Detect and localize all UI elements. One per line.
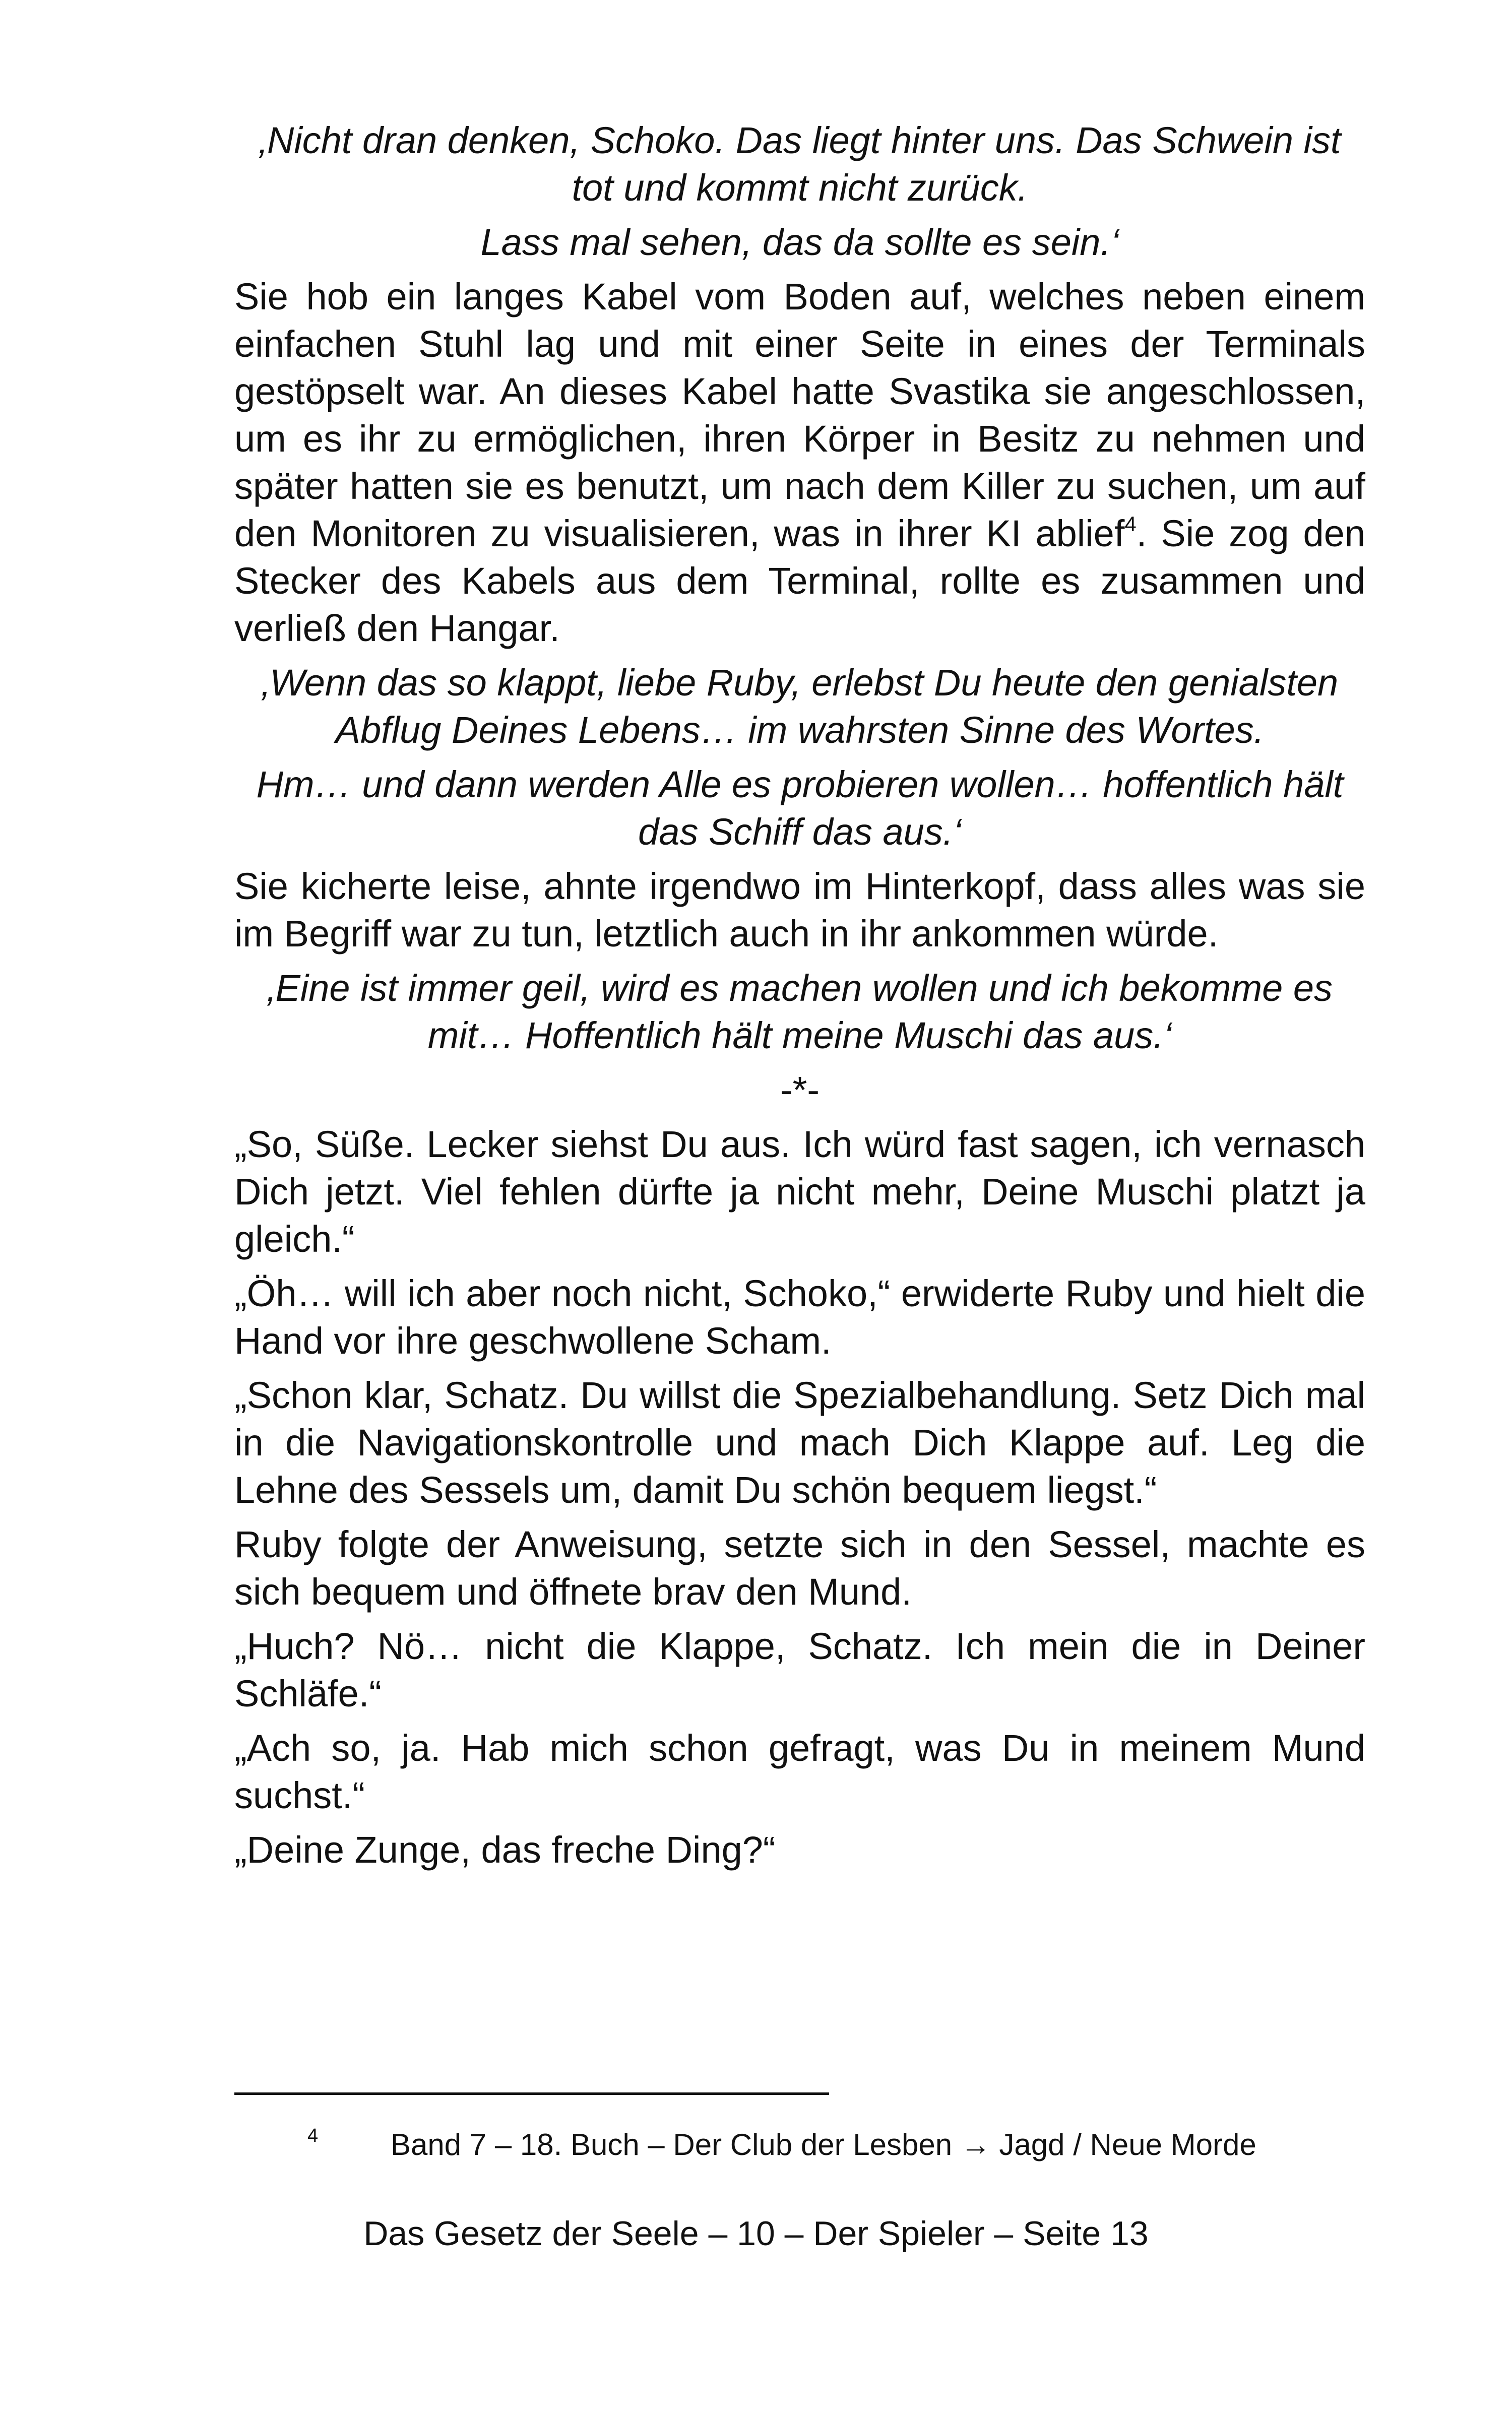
thought-paragraph: ‚Wenn das so klappt, liebe Ruby, erlebst Du heute den genialsten Abflug Deines Lebens… im wahrsten Sinne des Wortes. [261,662,1339,751]
paragraph-text: . Sie zog den Stecker des Kabels aus dem Terminal, rollte es zusammen und verließ den Hangar. [234,513,1366,649]
thought-paragraph: ‚Nicht dran denken, Schoko. Das liegt hinter uns. Das Schwein ist tot und kommt nicht zurück. [259,119,1341,209]
body-paragraph: Sie kicherte leise, ahnte irgendwo im Hinterkopf, dass alles was sie im Begriff war zu tun, letztlich auch in ihr ankommen würde. [234,865,1365,955]
thought-paragraph: Lass mal sehen, das da sollte es sein.‘ [480,221,1119,263]
page-footer: Das Gesetz der Seele – 10 – Der Spieler – Seite 13 [363,2214,1149,2253]
scene-separator: -*- [780,1069,820,1111]
footnote-reference[interactable]: 4 [1124,512,1137,536]
body-paragraph: „Huch? Nö… nicht die Klappe, Schatz. Ich mein die in Deiner Schläfe.“ [234,1625,1365,1714]
body-paragraph [234,273,1365,652]
body-paragraph: „So, Süße. Lecker siehst Du aus. Ich würd fast sagen, ich vernasch Dich jetzt. Viel fehlen dürfte ja nicht mehr, Deine Muschi platzt ja gleich.“ [234,1123,1365,1260]
body-paragraph: „Ach so, ja. Hab mich schon gefragt, was Du in meinem Mund suchst.“ [234,1727,1365,1816]
footnote-divider [234,2092,829,2095]
thought-paragraph: ‚Eine ist immer geil, wird es machen wollen und ich bekomme es mit… Hoffentlich hält meine Muschi das aus.‘ [267,967,1333,1056]
paragraph-text: Sie hob ein langes Kabel vom Boden auf, welches neben einem einfachen Stuhl lag und mit einer Seite in eines der Terminals gestöpselt war. An dieses Kabel hatte Svastika sie angeschlossen, um es ihr zu ermöglichen, ihren Körper in Besitz zu nehmen und später hatten sie es benutzt, um nach dem Killer zu suchen, um auf den Monitoren zu visualisieren, was in ihrer KI ablief [234,276,1365,554]
thought-paragraph: Hm… und dann werden Alle es probieren wollen… hoffentlich hält das Schiff das aus.‘ [256,764,1344,853]
body-paragraph: „Schon klar, Schatz. Du willst die Spezialbehandlung. Setz Dich mal in die Navigationskontrolle und mach Dich Klappe auf. Leg die Lehne des Sessels um, damit Du schön bequem liegst.“ [234,1374,1365,1511]
body-paragraph: „Deine Zunge, das freche Ding?“ [234,1829,776,1871]
body-paragraph: „Öh… will ich aber noch nicht, Schoko,“ erwiderte Ruby und hielt die Hand vor ihre geschwollene Scham. [234,1273,1365,1362]
body-paragraph: Ruby folgte der Anweisung, setzte sich in den Sessel, machte es sich bequem und öffnete brav den Mund. [234,1523,1365,1613]
page-body [234,117,1365,1881]
footnote-number: 4 [307,2125,319,2146]
footnote-text: Band 7 – 18. Buch – Der Club der Lesben → Jagd / Neue Morde [391,2128,1256,2161]
footnote [307,2117,1366,2164]
